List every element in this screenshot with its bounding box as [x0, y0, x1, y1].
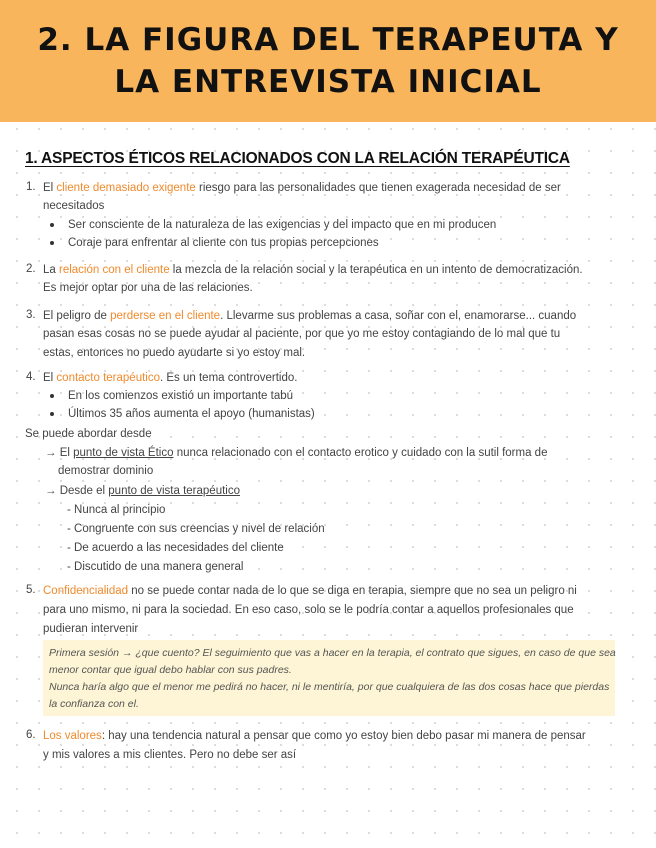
note-line-2: menor contar que igual debo hablar con sus padres.	[49, 664, 292, 676]
bullet-dot	[50, 412, 54, 416]
item-4-ethic-line: → El punto de vista Ético nunca relacionado con el contacto erotico y cuidado con la sutil forma de	[45, 447, 548, 459]
item-5-continuation-1: para uno mismo, ni para la sociedad. En eso caso, solo se le podría contar a aquellos profesionales que	[43, 604, 574, 616]
page-title-line-2: LA ENTREVISTA INICIAL	[114, 64, 542, 100]
item-2-continuation: Es mejor optar por una de las relaciones.	[43, 282, 253, 294]
item-4-highlight: contacto terapéutico	[56, 372, 160, 384]
item-6-number: 6.	[26, 729, 36, 741]
item-4-bullet-1: En los comienzos existió un importante tabú	[68, 390, 294, 402]
page-title-line-1: 2. LA FIGURA DEL TERAPEUTA Y	[37, 22, 619, 58]
item-6-line: Los valores: hay una tendencia natural a pensar que como yo estoy bien debo pasar mi manera de pensar	[43, 730, 586, 742]
item-4-dash-2: - Congruente con sus creencias y nivel de relación	[67, 523, 325, 535]
item-3-number: 3.	[26, 309, 36, 321]
note-line-3: Nunca haría algo que el menor me pedirá no hacer, ni le mentiría, por que cualquiera de las dos cosas hace que pierdas	[49, 681, 610, 693]
note-line-1: Primera sesión → ¿que cuento? El seguimiento que vas a hacer en la terapia, el contrato que sigues, en caso de que sea	[49, 647, 616, 659]
ethic-viewpoint-underlined: punto de vista Ético	[73, 447, 174, 459]
note-line-4: la confianza con el.	[49, 698, 139, 710]
item-4-bullet-2: Últimos 35 años aumenta el apoyo (humanistas)	[68, 408, 315, 420]
item-6-highlight: Los valores	[43, 730, 102, 742]
item-5-number: 5.	[26, 584, 36, 596]
item-2-number: 2.	[26, 263, 36, 275]
note-box	[43, 640, 615, 716]
item-3-continuation-1: pasan esas cosas no se puede ayudar al paciente, por que yo me estoy contagiando de lo mal que tu	[43, 328, 561, 340]
item-4-therapeutic-line: → Desde el punto de vista terapéutico	[45, 485, 240, 497]
item-4-dash-4: - Discutido de una manera general	[67, 561, 244, 573]
item-2-line: La relación con el cliente la mezcla de la relación social y la terapéutica en un intento de democratización.	[43, 264, 583, 276]
item-5-highlight: Confidencialidad	[43, 585, 129, 597]
item-2-highlight: relación con el cliente	[59, 264, 170, 276]
item-3-highlight: perderse en el cliente	[110, 310, 221, 322]
bullet-dot	[50, 241, 54, 245]
item-4-line: El contacto terapéutico. Es un tema controvertido.	[43, 372, 298, 384]
item-1-line: El cliente demasiado exigente riesgo para las personalidades que tienen exagerada necesidad de ser	[43, 182, 561, 194]
item-1-highlight: cliente demasiado exigente	[56, 182, 196, 194]
item-4-number: 4.	[26, 371, 36, 383]
item-1-bullet-2: Coraje para enfrentar al cliente con tus propias percepciones	[68, 237, 379, 249]
therapeutic-viewpoint-underlined: punto de vista terapéutico	[108, 485, 240, 497]
item-5-line: Confidencialidad no se puede contar nada de lo que se diga en terapia, siempre que no sea un peligro ni	[43, 585, 577, 597]
bullet-dot	[50, 394, 54, 398]
item-6-continuation: y mis valores a mis clientes. Pero no debe ser así	[43, 749, 297, 761]
item-1-continuation: necesitados	[43, 200, 105, 212]
item-5-continuation-2: pudieran intervenir	[43, 623, 139, 635]
item-4-approach-label: Se puede abordar desde	[25, 428, 152, 440]
item-3-continuation-2: estas, entonces no puedo ayudarte si yo estoy mal.	[43, 347, 306, 359]
item-4-dash-1: - Nunca al principio	[67, 504, 166, 516]
item-3-line: El peligro de perderse en el cliente. Llevarme sus problemas a casa, soñar con el, enamorarse... cuando	[43, 310, 577, 322]
section-heading: 1. ASPECTOS ÉTICOS RELACIONADOS CON LA RELACIÓN TERAPÉUTICA	[25, 150, 570, 167]
bullet-dot	[50, 223, 54, 227]
title-banner	[0, 0, 656, 122]
item-1-bullet-1: Ser consciente de la naturaleza de las exigencias y del impacto que en mi producen	[68, 219, 497, 231]
item-4-dash-3: - De acuerdo a las necesidades del cliente	[67, 542, 284, 554]
item-1-number: 1.	[26, 181, 36, 193]
item-4-ethic-continuation: demostrar dominio	[58, 465, 154, 477]
